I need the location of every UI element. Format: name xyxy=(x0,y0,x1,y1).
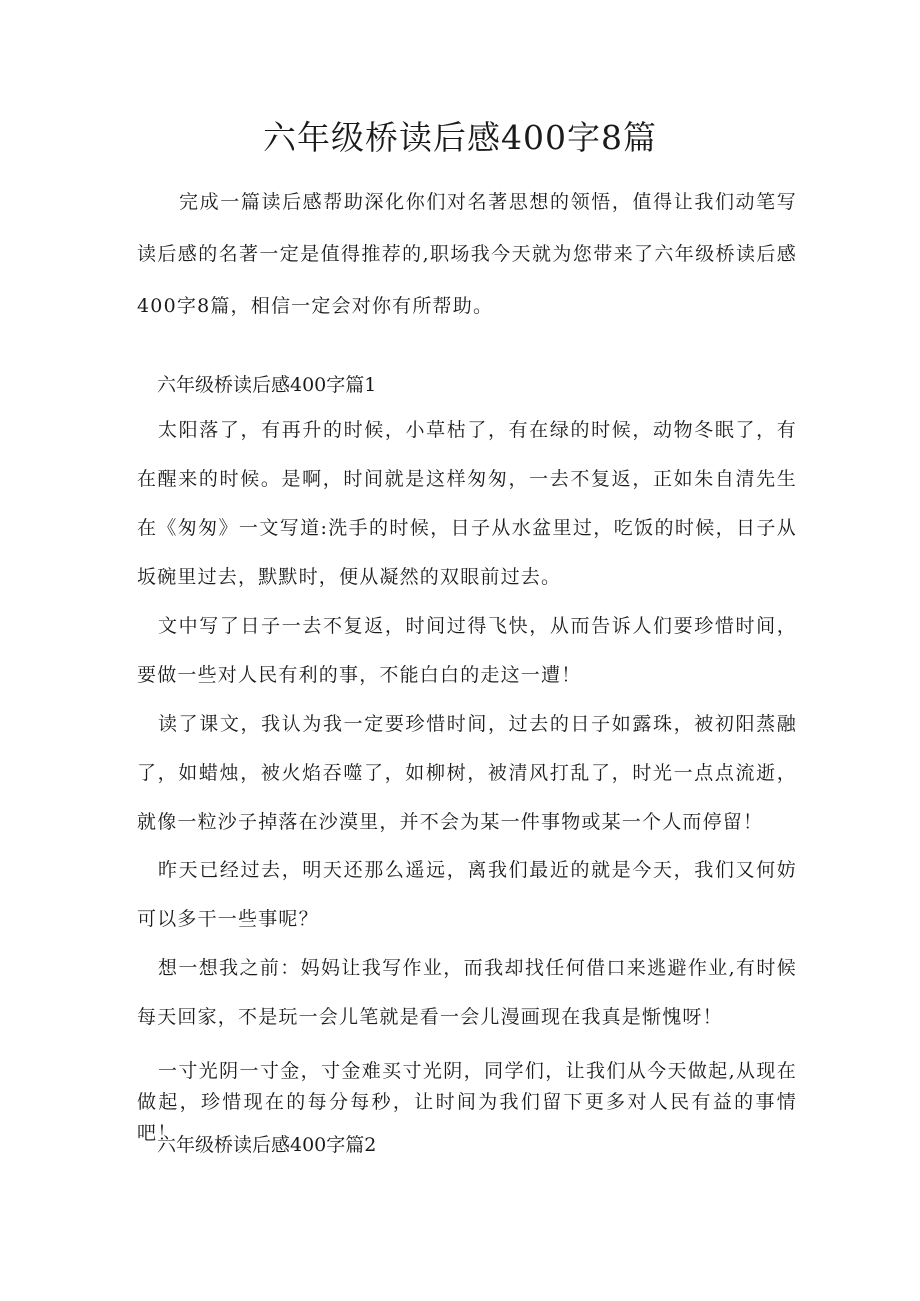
section-heading-1: 六年级桥读后感400字篇1 xyxy=(157,374,377,396)
body-paragraph-4: 昨天已经过去，明天还那么遥远，离我们最近的就是今天，我们又何妨可以多干一些事呢？ xyxy=(137,859,797,930)
body-paragraph-5: 想一想我之前：妈妈让我写作业，而我却找任何借口来逃避作业,有时候每天回家，不是玩一会儿笔就是看一会儿漫画现在我真是惭愧呀！ xyxy=(137,957,797,1028)
body-paragraph-2: 文中写了日子一去不复返，时间过得飞快，从而告诉人们要珍惜时间，要做一些对人民有利的事，不能白白的走这一遭！ xyxy=(137,615,797,686)
document-title: 六年级桥读后感400字8篇 xyxy=(263,118,657,157)
section-heading-2: 六年级桥读后感400字篇2 xyxy=(157,1134,377,1156)
intro-paragraph: 完成一篇读后感帮助深化你们对名著思想的领悟，值得让我们动笔写读后感的名著一定是值得推荐的,职场我今天就为您带来了六年级桥读后感400字8篇，相信一定会对你有所帮助。 xyxy=(137,191,797,317)
body-paragraph-3: 读了课文，我认为我一定要珍惜时间，过去的日子如露珠，被初阳蒸融了，如蜡烛，被火焰吞噬了，如柳树，被清风打乱了，时光一点点流逝，就像一粒沙子掉落在沙漠里，并不会为某一件事物或某一个人而停留！ xyxy=(137,713,797,833)
body-paragraph-6: 一寸光阴一寸金，寸金难买寸光阴，同学们，让我们从今天做起,从现在做起，珍惜现在的每分每秒，让时间为我们留下更多对人民有益的事情吧！ xyxy=(137,1060,797,1144)
body-paragraph-1: 太阳落了，有再升的时候，小草枯了，有在绿的时候，动物冬眠了，有在醒来的时候。是啊，时间就是这样匆匆，一去不复返，正如朱自清先生在《匆匆》一文写道:洗手的时候，日子从水盆里过，吃饭的时候，日子从坂碗里过去，默默时，便从凝然的双眼前过去。 xyxy=(137,419,797,588)
